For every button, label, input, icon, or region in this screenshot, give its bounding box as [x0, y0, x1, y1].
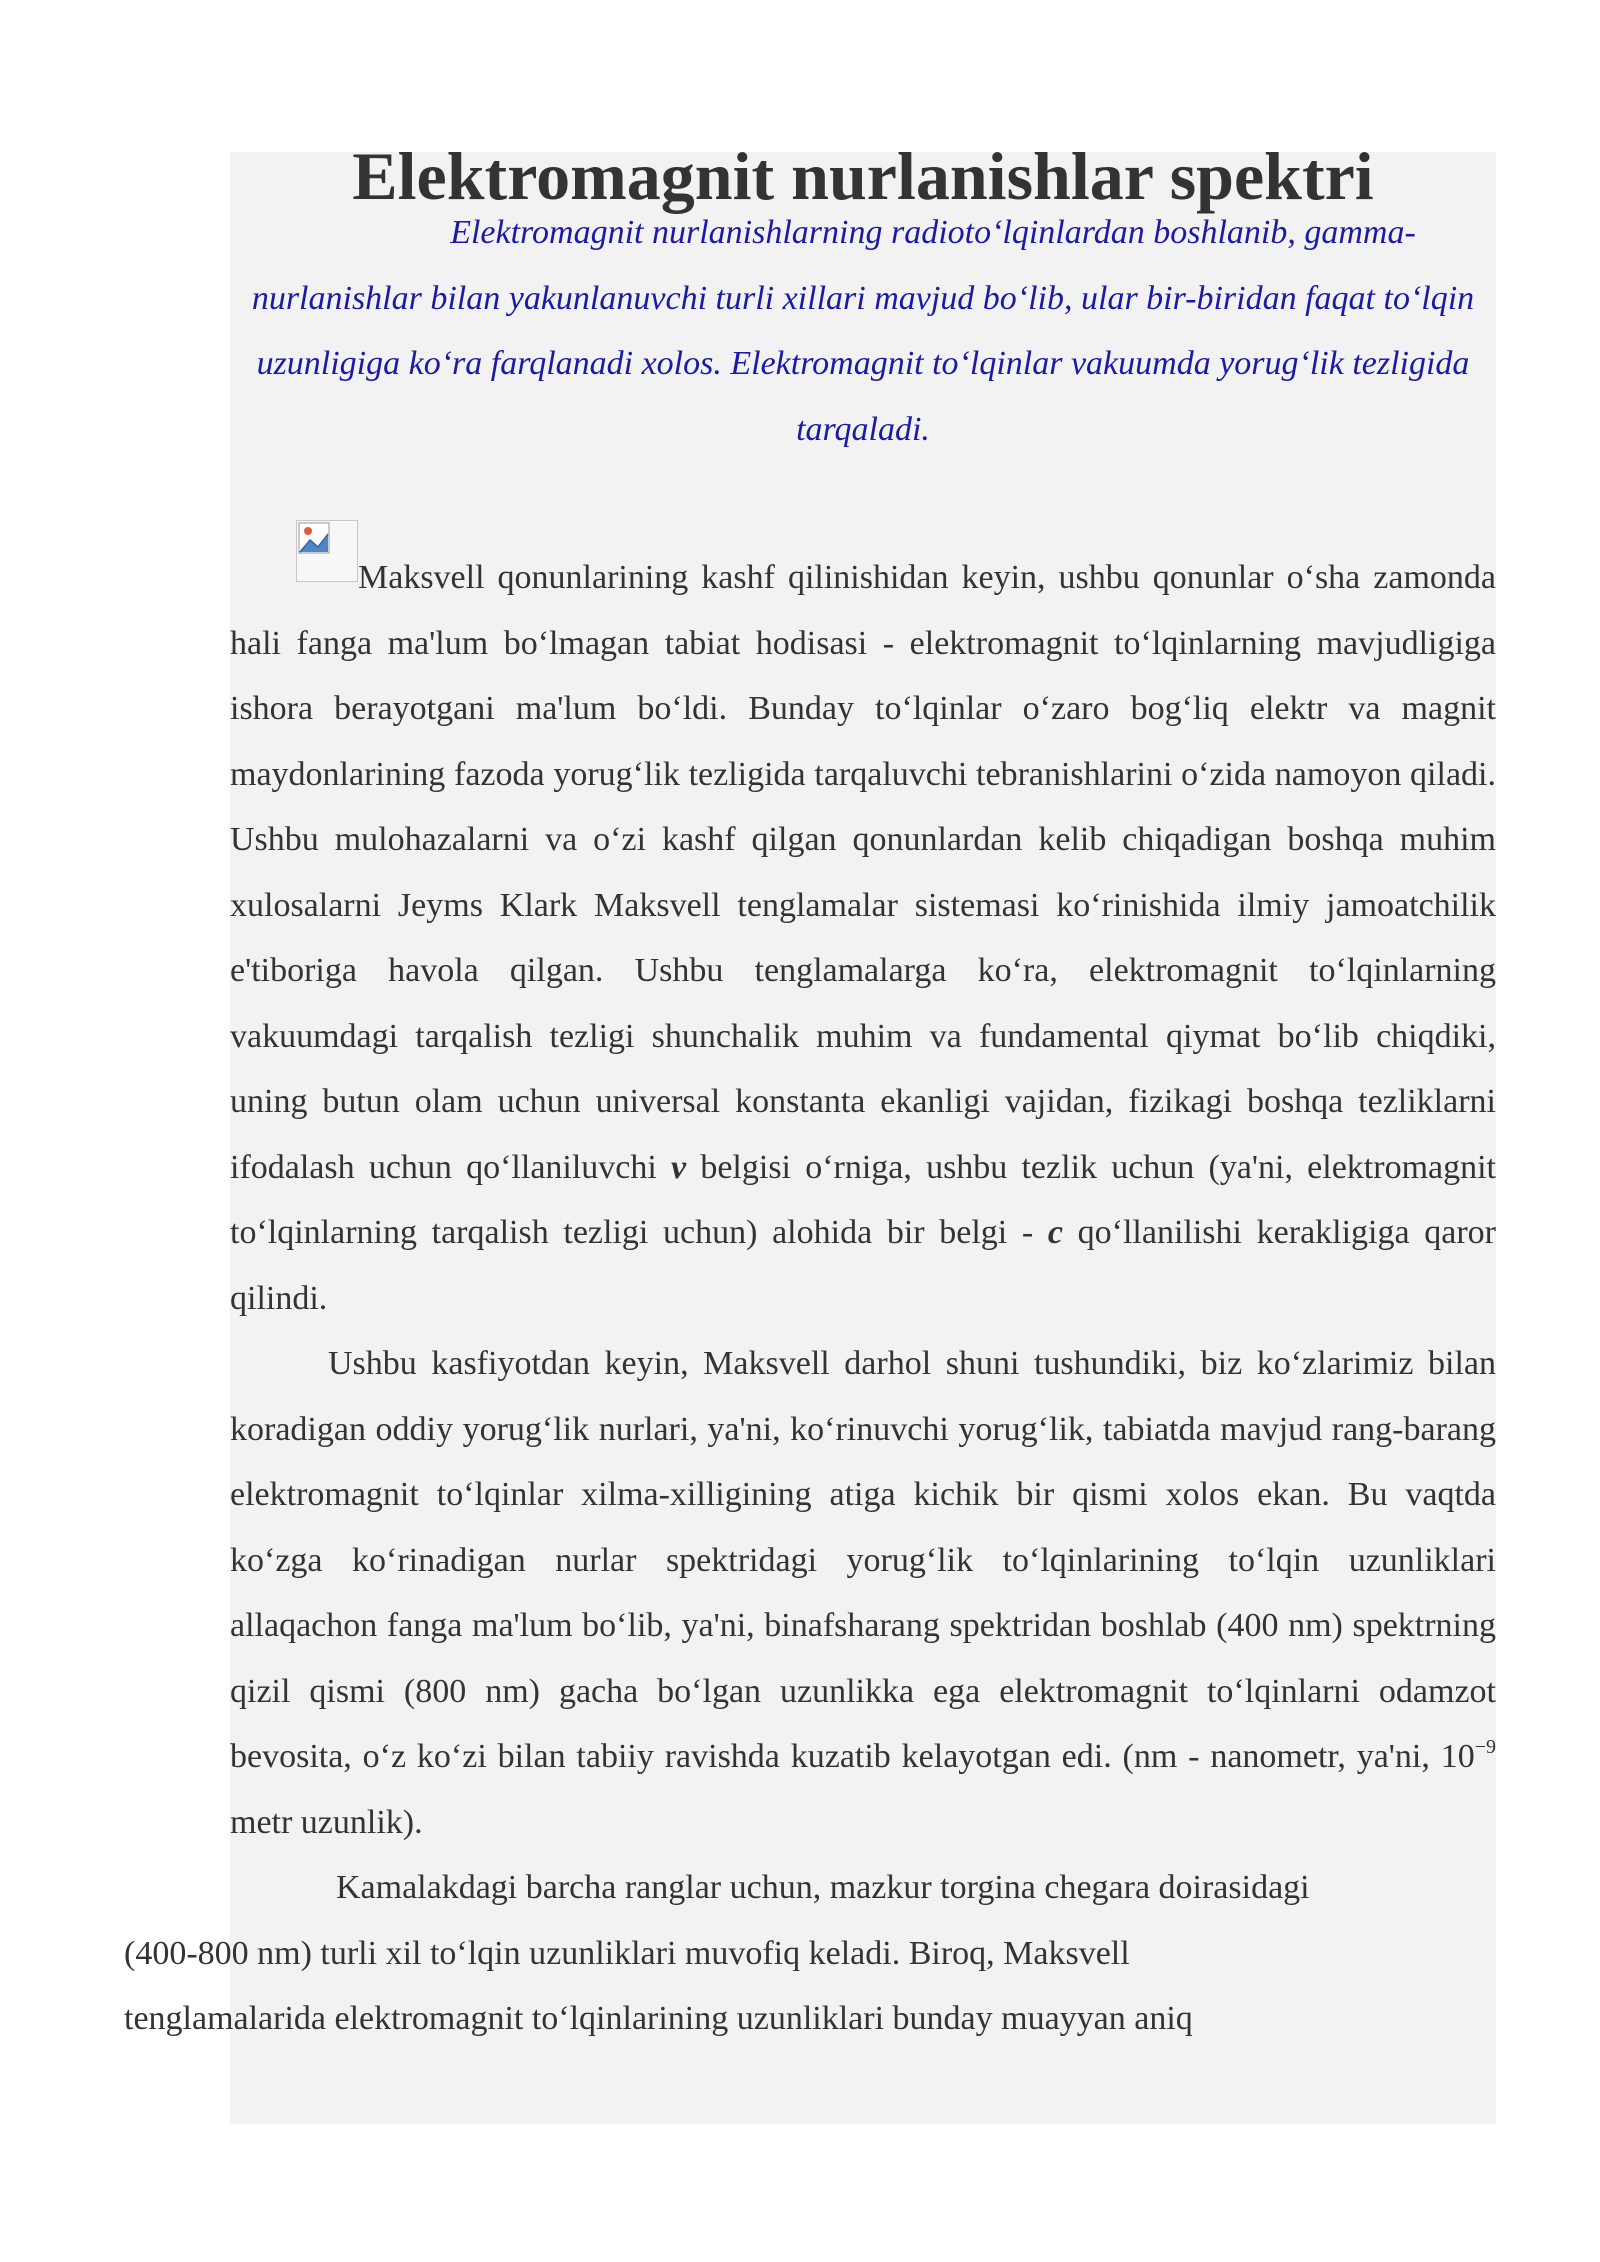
paragraph-visible-light: Ushbu kasfiyotdan keyin, Maksvell darhol shuni tushundiki, biz ko‘zlarimiz bilan koradigan oddiy yorug‘lik nurlari, ya'ni, ko‘rinuvchi yorug‘lik, tabiatda mavjud rang-barang elektromagnit to‘lqinlar xilma-xilligining atiga kichik bir qismi xolos ekan. Bu vaqtda ko‘zga ko‘rinadigan nurlar spektridagi yorug‘lik to‘lqinlarining to‘lqin uzunliklari allaqachon fanga ma'lum bo‘lib, ya'ni, binafsharang spektridan boshlab (400 nm) spektrning qizil qismi (800 nm) gacha bo‘lgan uzunlikka ega elektromagnit to‘lqinlarni odamzot bevosita, o‘z ko‘zi bilan tabiiy ravishda kuzatib kelayotgan edi. (nm - nanometr, ya'ni, $10^{-9}$ metr uzunlik).: [230, 1345, 1496, 1841]
document-title: Elektromagnit nurlanishlar spektri: [352, 138, 1374, 214]
abstract-text: Elektromagnit nurlanishlarning radioto‘lqinlardan boshlanib, gamma-nurlanishlar bilan yakunlanuvchi turli xillari mavjud bo‘lib, ular bir-biridan faqat to‘lqin uzunligiga ko‘ra farqlanadi xolos. Elektromagnit to‘lqinlar vakuumda yorug‘lik tezligida tarqaladi.: [251, 214, 1475, 448]
exponent: −9: [1474, 1736, 1496, 1758]
paragraph-maxwell-laws: Maksvell qonunlarining kashf qilinishidan keyin, ushbu qonunlar o‘sha zamonda hali fanga ma'lum bo‘lmagan tabiat hodisasi - elektromagnit to‘lqinlarning mavjudligiga ishora berayotgani ma'lum bo‘ldi. Bunday to‘lqinlar o‘zaro bog‘liq elektr va magnit maydonlarining fazoda yorug‘lik tezligida tarqaluvchi tebranishlarini o‘zida namoyon qiladi. Ushbu mulohazalarni va o‘zi kashf qilgan qonunlardan kelib chiqadigan boshqa muhim xulosalarni Jeyms Klark Maksvell tenglamalar sistemasi ko‘rinishida ilmiy jamoatchilik e'tiboriga havola qilgan. Ushbu tenglamalarga ko‘ra, elektromagnit to‘lqinlarning vakuumdagi tarqalish tezligi shunchalik muhim va fundamental qiymat bo‘lib chiqdiki, uning butun olam uchun universal konstanta ekanligi vajidan, fizikagi boshqa tezliklarni ifodalash uchun qo‘llaniluvchi v belgisi o‘rniga, ushbu tezlik uchun (ya'ni, elektromagnit to‘lqinlarning tarqalish tezligi uchun) alohida bir belgi - c qo‘llanilishi kerakligiga qaror qilindi.: [230, 520, 1496, 1331]
paragraph-rainbow: [124, 1855, 1496, 2052]
rainbow-line-2: (400-800 nm) turli xil to‘lqin uzunliklari muvofiq keladi. Biroq, Maksvell: [124, 1934, 1130, 1972]
broken-image-icon: [296, 520, 358, 582]
abstract: [230, 200, 1496, 462]
document-content: [124, 138, 1496, 2052]
rainbow-line-1: Kamalakdagi barcha ranglar uchun, mazkur torgina chegara doirasidagi: [336, 1869, 1310, 1906]
symbol-v: v: [671, 1148, 687, 1186]
rainbow-line-3: tenglamalarida elektromagnit to‘lqinlarining uzunliklari bunday muayyan aniq: [124, 2000, 1193, 2037]
symbol-c: c: [1047, 1214, 1063, 1251]
